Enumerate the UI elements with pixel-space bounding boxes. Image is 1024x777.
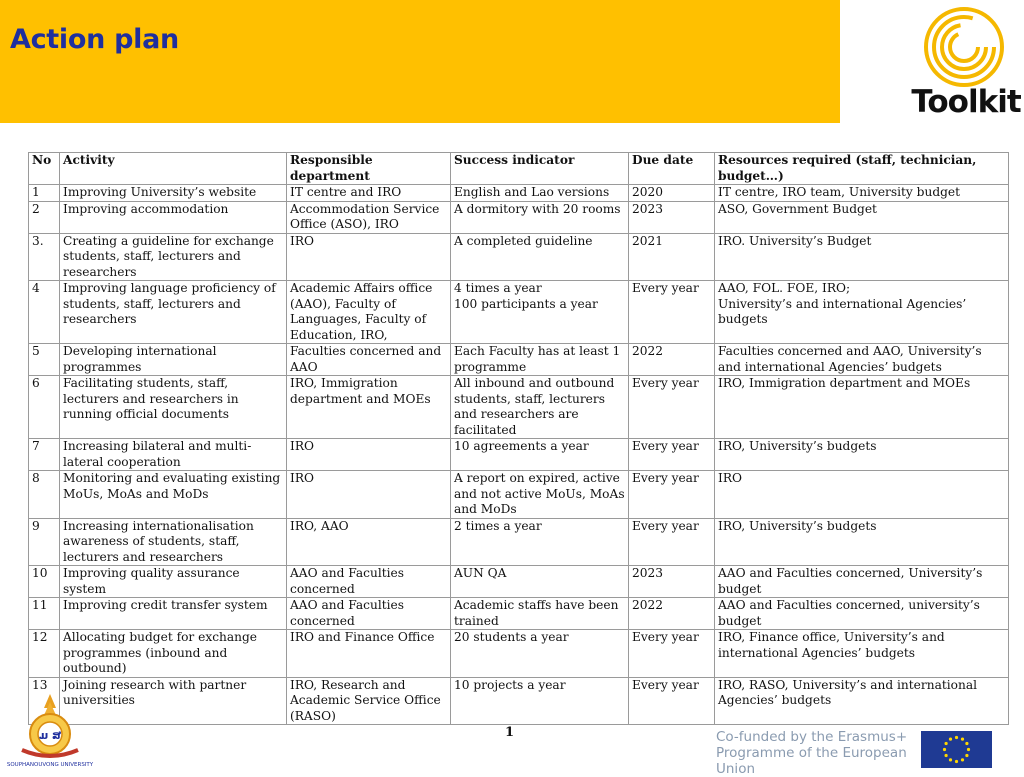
table-cell: Facilitating students, staff, lecturers and researchers in running official documents	[60, 376, 287, 439]
table-cell: 5	[29, 344, 60, 376]
table-cell: Each Faculty has at least 1 programme	[451, 344, 629, 376]
table-cell: Every year	[629, 518, 715, 566]
eu-star-icon	[945, 742, 948, 745]
table-row	[29, 233, 1009, 281]
table-cell: IRO, Research and Academic Service Office (RASO)	[287, 677, 451, 725]
table-cell: Faculties concerned and AAO	[287, 344, 451, 376]
table-cell: 6	[29, 376, 60, 439]
table-cell: 10	[29, 566, 60, 598]
cofunded-text: Co-funded by the Erasmus+ Programme of the European Union	[716, 729, 908, 777]
table-cell: A report on expired, active and not active MoUs, MoAs and MoDs	[451, 471, 629, 519]
table-cell: Improving quality assurance system	[60, 566, 287, 598]
table-row	[29, 518, 1009, 566]
eu-star-icon	[949, 758, 952, 761]
column-header: Resources required (staff, technician, budget…)	[715, 153, 1009, 185]
eu-star-icon	[945, 754, 948, 757]
table-cell: 7	[29, 439, 60, 471]
table-cell: 2023	[629, 566, 715, 598]
table-cell: AAO and Faculties concerned, university’s budget	[715, 598, 1009, 630]
table-cell: Joining research with partner universities	[60, 677, 287, 725]
table-cell: 10 agreements a year	[451, 439, 629, 471]
table-cell: IRO, University’s budgets	[715, 439, 1009, 471]
table-cell: ASO, Government Budget	[715, 201, 1009, 233]
table-cell: IRO	[287, 233, 451, 281]
eu-star-icon	[961, 738, 964, 741]
table-row	[29, 566, 1009, 598]
table-cell: 4 times a year 100 participants a year	[451, 281, 629, 344]
table-row	[29, 376, 1009, 439]
table-cell: IRO, AAO	[287, 518, 451, 566]
table-row	[29, 439, 1009, 471]
eu-star-icon	[955, 760, 958, 763]
action-plan-table	[28, 152, 1009, 725]
table-cell: IT centre and IRO	[287, 185, 451, 202]
table-cell: Improving language proficiency of students, staff, lecturers and researchers	[60, 281, 287, 344]
svg-text:ມ ສ: ມ ສ	[38, 729, 62, 742]
table-row	[29, 471, 1009, 519]
column-header: Success indicator	[451, 153, 629, 185]
table-cell: 2020	[629, 185, 715, 202]
table-cell: Every year	[629, 630, 715, 678]
university-logo	[0, 690, 100, 768]
toolkit-logo	[908, 2, 1024, 124]
column-header: Activity	[60, 153, 287, 185]
eu-flag-icon	[921, 731, 992, 768]
table-cell: Increasing internationalisation awareness of students, staff, lecturers and researchers	[60, 518, 287, 566]
table-cell: Allocating budget for exchange programmes (inbound and outbound)	[60, 630, 287, 678]
table-row	[29, 185, 1009, 202]
table-cell: IT centre, IRO team, University budget	[715, 185, 1009, 202]
eu-star-icon	[961, 758, 964, 761]
table-cell: IRO and Finance Office	[287, 630, 451, 678]
table-cell: 11	[29, 598, 60, 630]
table-cell: 4	[29, 281, 60, 344]
column-header: No	[29, 153, 60, 185]
table-cell: 8	[29, 471, 60, 519]
table-cell: 2 times a year	[451, 518, 629, 566]
eu-star-icon	[965, 742, 968, 745]
table-cell: IRO. University’s Budget	[715, 233, 1009, 281]
table-cell: Faculties concerned and AAO, University’s and international Agencies’ budgets	[715, 344, 1009, 376]
page-number: 1	[505, 725, 515, 740]
table-cell: 2022	[629, 344, 715, 376]
table-body	[29, 185, 1009, 725]
table-row	[29, 344, 1009, 376]
table-cell: Improving University’s website	[60, 185, 287, 202]
table-row	[29, 201, 1009, 233]
table-cell: IRO	[287, 439, 451, 471]
page-title: Action plan	[10, 24, 179, 55]
table-cell: AAO, FOL. FOE, IRO; University’s and international Agencies’ budgets	[715, 281, 1009, 344]
table-cell: 13	[29, 677, 60, 725]
table-cell: 2023	[629, 201, 715, 233]
table-cell: Monitoring and evaluating existing MoUs, MoAs and MoDs	[60, 471, 287, 519]
column-header: Responsible department	[287, 153, 451, 185]
table-cell: Academic Affairs office (AAO), Faculty of Languages, Faculty of Education, IRO,	[287, 281, 451, 344]
table-cell: Increasing bilateral and multi-lateral cooperation	[60, 439, 287, 471]
eu-star-icon	[943, 748, 946, 751]
table-cell: Accommodation Service Office (ASO), IRO	[287, 201, 451, 233]
table-cell: Academic staffs have been trained	[451, 598, 629, 630]
table-cell: IRO, Immigration department and MOEs	[287, 376, 451, 439]
table-cell: 3.	[29, 233, 60, 281]
table-cell: 2	[29, 201, 60, 233]
eu-flag	[921, 731, 992, 768]
table-cell: IRO, Finance office, University’s and international Agencies’ budgets	[715, 630, 1009, 678]
table-cell: Improving credit transfer system	[60, 598, 287, 630]
table-cell: IRO	[715, 471, 1009, 519]
table-cell: 10 projects a year	[451, 677, 629, 725]
table-row	[29, 598, 1009, 630]
table-cell: IRO, RASO, University’s and international Agencies’ budgets	[715, 677, 1009, 725]
table-cell: IRO, University’s budgets	[715, 518, 1009, 566]
table-cell: Every year	[629, 677, 715, 725]
table-cell: AAO and Faculties concerned	[287, 566, 451, 598]
table-cell: A completed guideline	[451, 233, 629, 281]
table-cell: English and Lao versions	[451, 185, 629, 202]
table-cell: IRO	[287, 471, 451, 519]
table-row	[29, 677, 1009, 725]
table-cell: 2022	[629, 598, 715, 630]
table-cell: All inbound and outbound students, staff, lecturers and researchers are facilitated	[451, 376, 629, 439]
table-cell: Every year	[629, 376, 715, 439]
table-row	[29, 281, 1009, 344]
table-cell: A dormitory with 20 rooms	[451, 201, 629, 233]
toolkit-rings-icon	[908, 2, 1024, 92]
eu-star-icon	[949, 738, 952, 741]
header-band	[0, 0, 840, 123]
university-emblem-icon	[0, 690, 100, 762]
table-cell: IRO, Immigration department and MOEs	[715, 376, 1009, 439]
eu-star-icon	[955, 736, 958, 739]
table-cell: Every year	[629, 281, 715, 344]
table-cell: Every year	[629, 439, 715, 471]
table-cell: AUN QA	[451, 566, 629, 598]
table-cell: 20 students a year	[451, 630, 629, 678]
table-cell: Improving accommodation	[60, 201, 287, 233]
table-cell: AAO and Faculties concerned, University’s budget	[715, 566, 1009, 598]
table-cell: 1	[29, 185, 60, 202]
column-header: Due date	[629, 153, 715, 185]
table-row	[29, 630, 1009, 678]
eu-star-icon	[967, 748, 970, 751]
table-cell: 12	[29, 630, 60, 678]
university-name: SOUPHANOUVONG UNIVERSITY	[6, 762, 94, 768]
table-cell: 9	[29, 518, 60, 566]
table-cell: AAO and Faculties concerned	[287, 598, 451, 630]
eu-star-icon	[965, 754, 968, 757]
table-cell: Creating a guideline for exchange students, staff, lecturers and researchers	[60, 233, 287, 281]
toolkit-wordmark: Toolkit	[911, 84, 1021, 120]
table-cell: Developing international programmes	[60, 344, 287, 376]
table-cell: Every year	[629, 471, 715, 519]
table-header-row	[29, 153, 1009, 185]
table-cell: 2021	[629, 233, 715, 281]
